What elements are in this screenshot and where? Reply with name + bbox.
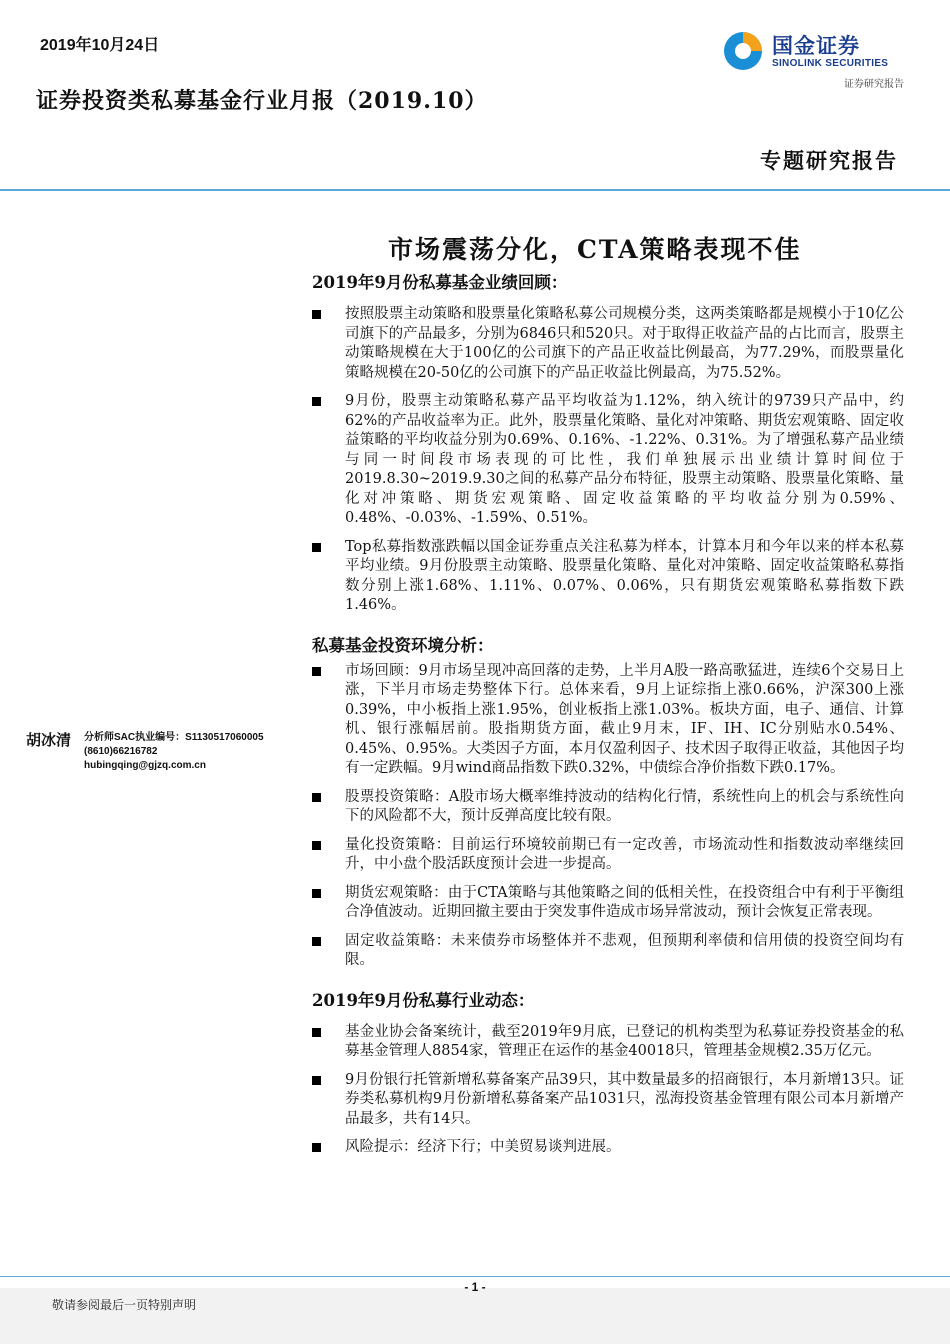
section-industry-news	[312, 987, 904, 1158]
section-performance-review	[312, 269, 904, 616]
bullet-text: 量化投资策略：目前运行环境较前期已有一定改善，市场流动性和指数波动率继续回升，中小盘个股活跃度预计会进一步提高。	[345, 836, 904, 872]
logo-subtitle: 证券研究报告	[844, 79, 904, 90]
report-body	[312, 265, 904, 1167]
analyst-cert: 分析师SAC执业编号：S1130517060005	[84, 732, 264, 743]
list-item	[312, 932, 904, 971]
main-title: 市场震荡分化，CTA策略表现不佳	[388, 235, 802, 264]
bullet-text: 按照股票主动策略和股票量化策略私募公司规模分类，这两类策略都是规模小于10亿公司旗下的产品最多，分别为6846只和520只。对于取得正收益产品的占比而言，股票主动策略规模在大于100亿的公司旗下的产品正收益比例最高，为77.29%，而股票量化策略规模在20-50亿的公司旗下的产品正收益比例最高，为75.52%。	[345, 306, 904, 381]
list-item	[312, 1071, 904, 1130]
section-heading: 私募基金投资环境分析：	[312, 635, 494, 655]
bullet-text: 市场回顾：9月市场呈现冲高回落的走势，上半月A股一路高歌猛进，连续6个交易日上涨，下半月市场走势整体下行。总体来看，9月上证综指上涨0.66%，沪深300上涨0.39%，中小板指上涨1.95%，创业板指上涨1.03%。板块方面，电子、通信、计算机、银行涨幅居前。股指期货方面，截止9月末，IF、IH、IC分别贴水0.54%、0.45%、0.95%。大类因子方面，本月仅盈利因子、技术因子取得正收益，其他因子均有一定跌幅。9月wind商品指数下跌0.32%，中债综合净价指数下跌0.17%。	[345, 662, 904, 776]
square-bullet-icon	[312, 1028, 321, 1037]
square-bullet-icon	[312, 889, 321, 898]
section-heading: 2019年9月份私募基金业绩回顾：	[312, 273, 568, 292]
page-number: - 1 -	[464, 1280, 486, 1294]
square-bullet-icon	[312, 841, 321, 850]
bullet-text: Top私募指数涨跌幅以国金证券重点关注私募为样本，计算本月和今年以来的样本私募平均业绩。9月份股票主动策略、股票量化策略、量化对冲策略、固定收益策略私募指数分别上涨1.68%、1.11%、0.07%、0.06%，只有期货宏观策略私募指数下跌1.46%。	[345, 538, 904, 613]
analyst-phone: (8610)66216782	[84, 746, 158, 757]
report-series-title: 证券投资类私募基金行业月报（2019.10）	[36, 88, 488, 114]
logo-name-cn: 国金证券	[772, 34, 860, 58]
logo-name-en: SINOLINK SECURITIES	[772, 58, 889, 69]
bullet-text: 股票投资策略：A股市场大概率维持波动的结构化行情，系统性向上的机会与系统性向下的风险都不大，预计反弹高度比较有限。	[345, 788, 904, 824]
square-bullet-icon	[312, 667, 321, 676]
list-item	[312, 392, 904, 529]
square-bullet-icon	[312, 543, 321, 552]
list-item	[312, 788, 904, 827]
bullet-text: 9月份，股票主动策略私募产品平均收益为1.12%，纳入统计的9739只产品中，约62%的产品收益率为正。此外，股票量化策略、量化对冲策略、期货宏观策略、固定收益策略的平均收益分别为0.69%、0.16%、-1.22%、0.31%。为了增强私募产品业绩与同一时间段市场表现的可比性，我们单独展示出业绩计算时间位于2019.8.30~2019.9.30之间的私募产品分布特征，股票主动策略、股票量化策略、量化对冲策略、期货宏观策略、固定收益策略的平均收益分别为0.59%、0.48%、-0.03%、-1.59%、0.51%。	[345, 393, 904, 526]
report-date: 2019年10月24日	[40, 37, 160, 54]
bullet-text: 基金业协会备案统计，截至2019年9月底，已登记的机构类型为私募证券投资基金的私募基金管理人8854家，管理正在运作的基金40018只，管理基金规模2.35万亿元。	[345, 1023, 904, 1059]
square-bullet-icon	[312, 1143, 321, 1152]
list-item	[312, 305, 904, 383]
square-bullet-icon	[312, 310, 321, 319]
bullet-text: 固定收益策略：未来债券市场整体并不悲观，但预期利率债和信用债的投资空间均有限。	[345, 932, 904, 968]
analyst-email: hubingqing@gjzq.com.cn	[84, 760, 206, 771]
header-divider	[0, 189, 950, 191]
analyst-contact	[84, 731, 264, 773]
section-investment-environment	[312, 632, 904, 971]
bullet-text: 期货宏观策略：由于CTA策略与其他策略之间的低相关性，在投资组合中有利于平衡组合净值波动。近期回撤主要由于突发事件造成市场异常波动，预计会恢复正常表现。	[345, 884, 904, 920]
logo-mark-icon	[722, 30, 764, 72]
list-item	[312, 1138, 904, 1158]
report-type-label: 专题研究报告	[760, 148, 898, 173]
disclaimer-note: 敬请参阅最后一页特别声明	[52, 1298, 197, 1312]
square-bullet-icon	[312, 1076, 321, 1085]
list-item	[312, 538, 904, 616]
list-item	[312, 884, 904, 923]
list-item	[312, 836, 904, 875]
section-heading: 2019年9月份私募行业动态：	[312, 990, 535, 1010]
bullet-text: 风险提示：经济下行；中美贸易谈判进展。	[345, 1139, 621, 1155]
list-item	[312, 662, 904, 779]
square-bullet-icon	[312, 937, 321, 946]
list-item	[312, 1023, 904, 1062]
footer-divider	[0, 1276, 950, 1277]
square-bullet-icon	[312, 793, 321, 802]
bullet-text: 9月份银行托管新增私募备案产品39只，其中数量最多的招商银行，本月新增13只。证券类私募机构9月份新增私募备案产品1031只，泓海投资基金管理有限公司本月新增产品最多，共有14只。	[345, 1071, 904, 1127]
company-logo	[722, 28, 904, 98]
square-bullet-icon	[312, 397, 321, 406]
analyst-name: 胡冰清	[26, 731, 72, 749]
